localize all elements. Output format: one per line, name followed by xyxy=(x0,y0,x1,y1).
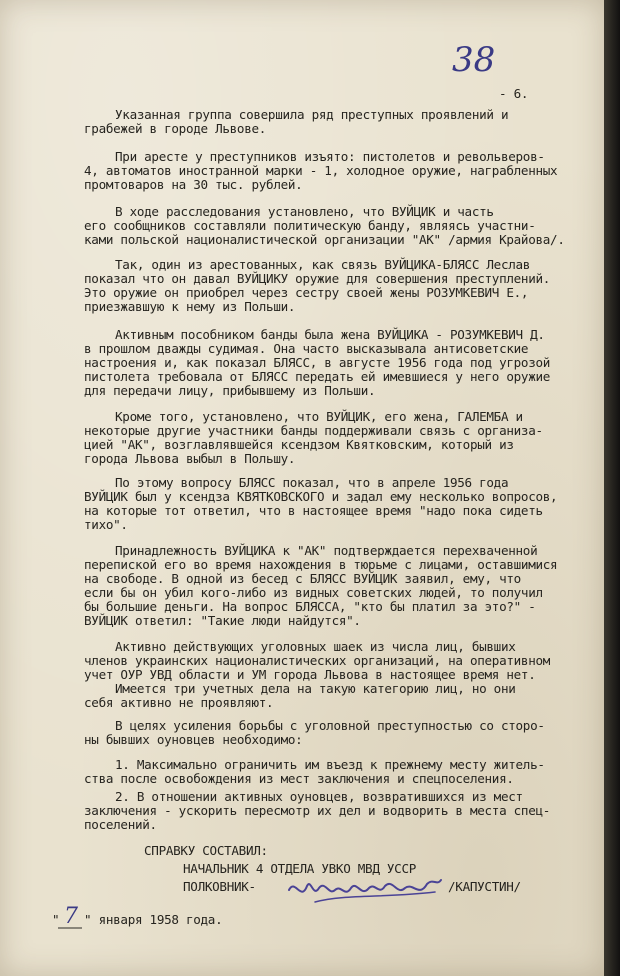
text-line: По этому вопросу БЛЯСС показал, что в апреле 1956 года xyxy=(115,475,509,490)
date-underline xyxy=(58,926,82,930)
signature-scribble xyxy=(285,872,445,912)
text-line: 1. Максимально ограничить им въезд к прежнему месту житель- xyxy=(115,757,545,772)
text-line: Так, один из арестованных, как связь ВУЙЦИКА-БЛЯСС Леслав xyxy=(115,257,531,272)
text-line: промтоваров на 30 тыс. рублей. xyxy=(84,177,303,192)
text-line: города Львова выбыл в Польшу. xyxy=(84,451,296,466)
text-line: Принадлежность ВУЙЦИКА к "АК" подтверждается перехваченной xyxy=(115,543,538,558)
signer-position: НАЧАЛЬНИК 4 ОТДЕЛА УВКО МВД УССР xyxy=(183,861,417,876)
date-text: " января 1958 года. xyxy=(84,912,223,927)
text-line: заключения - ускорить пересмотр их дел и водворить в места спец- xyxy=(84,803,551,818)
text-line: показал что он давал ВУЙЦИКУ оружие для совершения преступлений. xyxy=(84,271,551,286)
text-line: 4, автоматов иностранной марки - 1, холодное оружие, награбленных xyxy=(84,163,558,178)
text-line: цией "АК", возглавлявшейся ксендзом Квятковским, который из xyxy=(84,437,514,452)
text-line: грабежей в городе Львове. xyxy=(84,121,267,136)
text-line: на которые тот ответил, что в настоящее время "надо пока сидеть xyxy=(84,503,543,518)
text-line: Имеется три учетных дела на такую категорию лиц, но они xyxy=(115,681,516,696)
text-line: Активным пособником банды была жена ВУЙЦИКА - РОЗУМКЕВИЧ Д. xyxy=(115,327,545,342)
text-line: настроения и, как показал БЛЯСС, в августе 1956 года под угрозой xyxy=(84,355,551,370)
text-line: ВУЙЦИК был у ксендза КВЯТКОВСКОГО и задал ему несколько вопросов, xyxy=(84,489,558,504)
text-line: 2. В отношении активных оуновцев, возвратившихся из мест xyxy=(115,789,523,804)
text-line: на свободе. В одной из бесед с БЛЯСС ВУЙЦИК заявил, ему, что xyxy=(84,571,521,586)
text-line: В ходе расследования установлено, что ВУЙЦИК и часть xyxy=(115,204,494,219)
text-line: пистолета требовала от БЛЯСС передать ей имевшиеся у него оружие xyxy=(84,369,551,384)
text-line: себя активно не проявляют. xyxy=(84,695,274,710)
text-line: ства после освобождения из мест заключения и спецпоселения. xyxy=(84,771,514,786)
text-line: приезжавшую к нему из Польши. xyxy=(84,299,296,314)
text-line: ны бывших оуновцев необходимо: xyxy=(84,732,303,747)
text-line: некоторые другие участники банды поддерживали связь с организа- xyxy=(84,423,543,438)
signer-name: /КАПУСТИН/ xyxy=(448,879,521,894)
text-line: Кроме того, установлено, что ВУЙЦИК, его жена, ГАЛЕМБА и xyxy=(115,409,523,424)
text-line: членов украинских националистических организаций, на оперативном xyxy=(84,653,551,668)
date-day: 7 xyxy=(64,904,78,929)
typed-page-number: - 6. xyxy=(499,86,529,101)
scan-edge xyxy=(604,0,620,976)
text-line: бы большие деньги. На вопрос БЛЯССА, "кто бы платил за это?" - xyxy=(84,599,536,614)
signer-rank: ПОЛКОВНИК- xyxy=(183,879,256,894)
text-line: тихо". xyxy=(84,517,128,532)
text-line: ВУЙЦИК ответил: "Такие люди найдутся". xyxy=(84,613,361,628)
text-line: ками польской националистической организации "АК" /армия Крайова/. xyxy=(84,232,565,247)
text-line: В целях усиления борьбы с уголовной преступностью со сторо- xyxy=(115,718,545,733)
text-line: если бы он убил кого-либо из видных советских людей, то получил xyxy=(84,585,543,600)
text-line: в прошлом дважды судимая. Она часто высказывала антисоветские xyxy=(84,341,529,356)
text-line: поселений. xyxy=(84,817,157,832)
text-line: для передачи лицу, прибывшему из Польши. xyxy=(84,383,376,398)
text-line: перепиской его во время нахождения в тюрьме с лицами, оставшимися xyxy=(84,557,558,572)
compiled-by-label: СПРАВКУ СОСТАВИЛ: xyxy=(144,843,268,858)
text-line: Указанная группа совершила ряд преступных проявлений и xyxy=(115,107,509,122)
archive-page-number: 38 xyxy=(452,40,496,80)
text-line: При аресте у преступников изъято: пистолетов и револьверов- xyxy=(115,149,545,164)
text-line: учет ОУР УВД области и УМ города Львова в настоящее время нет. xyxy=(84,667,536,682)
text-line: Это оружие он приобрел через сестру своей жены РОЗУМКЕВИЧ Е., xyxy=(84,285,529,300)
text-line: Активно действующих уголовных шаек из числа лиц, бывших xyxy=(115,639,516,654)
date-prefix: " xyxy=(52,912,60,927)
text-line: его сообщников составляли политическую банду, являясь участни- xyxy=(84,218,536,233)
